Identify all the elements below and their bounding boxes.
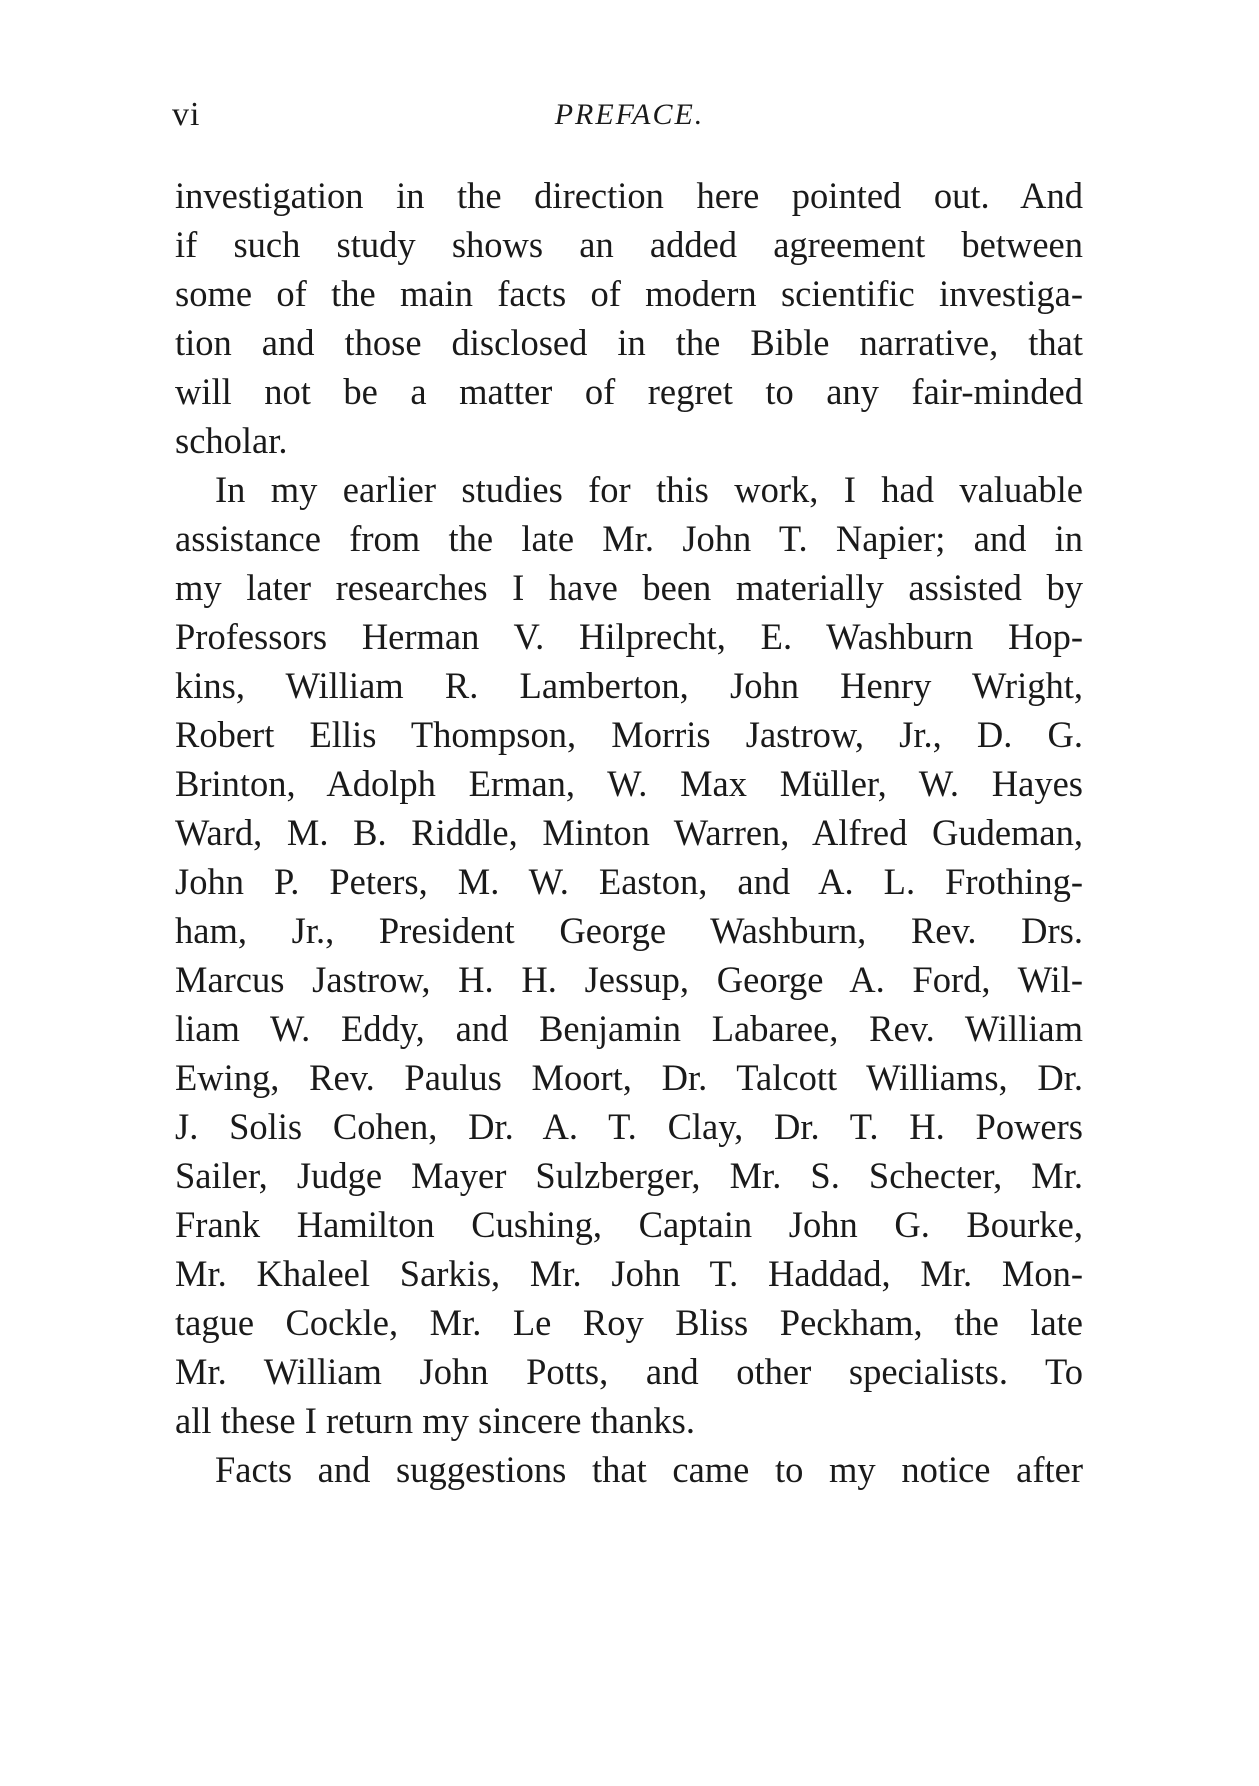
running-head: PREFACE. [554, 98, 705, 131]
text-line: ham, Jr., President George Washburn, Rev. Drs. [175, 910, 1083, 951]
text-line: investigation in the direction here pointed out. And [175, 175, 1083, 216]
text-line: Professors Herman V. Hilprecht, E. Washburn Hop- [175, 616, 1083, 657]
text-line: Ewing, Rev. Paulus Moort, Dr. Talcott Williams, Dr. [175, 1057, 1083, 1098]
text-line: if such study shows an added agreement between [175, 224, 1083, 265]
text-line: Frank Hamilton Cushing, Captain John G. Bourke, [175, 1204, 1083, 1245]
text-line: tion and those disclosed in the Bible narrative, that [175, 322, 1083, 363]
text-line: Sailer, Judge Mayer Sulzberger, Mr. S. Schecter, Mr. [175, 1155, 1083, 1196]
paragraph-start-line: In my earlier studies for this work, I had valuable [215, 469, 1083, 510]
text-line: my later researches I have been materially assisted by [175, 567, 1083, 608]
text-line: Marcus Jastrow, H. H. Jessup, George A. Ford, Wil- [175, 959, 1083, 1000]
text-line: kins, William R. Lamberton, John Henry Wright, [175, 665, 1083, 706]
text-line: some of the main facts of modern scientific investiga- [175, 273, 1083, 314]
paragraph-start-line: Facts and suggestions that came to my notice after [215, 1449, 1083, 1490]
text-line: Ward, M. B. Riddle, Minton Warren, Alfred Gudeman, [175, 812, 1083, 853]
text-line: tague Cockle, Mr. Le Roy Bliss Peckham, the late [175, 1302, 1083, 1343]
page-number: vi [172, 96, 201, 133]
text-line: all these I return my sincere thanks. [175, 1400, 695, 1441]
text-line: Mr. Khaleel Sarkis, Mr. John T. Haddad, Mr. Mon- [175, 1253, 1083, 1294]
text-line: Mr. William John Potts, and other specialists. To [175, 1351, 1083, 1392]
text-line: will not be a matter of regret to any fair-minded [175, 371, 1083, 412]
text-line: assistance from the late Mr. John T. Napier; and in [175, 518, 1083, 559]
text-line: scholar. [175, 420, 288, 461]
text-line: J. Solis Cohen, Dr. A. T. Clay, Dr. T. H. Powers [175, 1106, 1083, 1147]
text-line: liam W. Eddy, and Benjamin Labaree, Rev. William [175, 1008, 1083, 1049]
text-line: Robert Ellis Thompson, Morris Jastrow, Jr., D. G. [175, 714, 1083, 755]
text-line: Brinton, Adolph Erman, W. Max Müller, W. Hayes [175, 763, 1083, 804]
text-line: John P. Peters, M. W. Easton, and A. L. Frothing- [175, 861, 1083, 902]
